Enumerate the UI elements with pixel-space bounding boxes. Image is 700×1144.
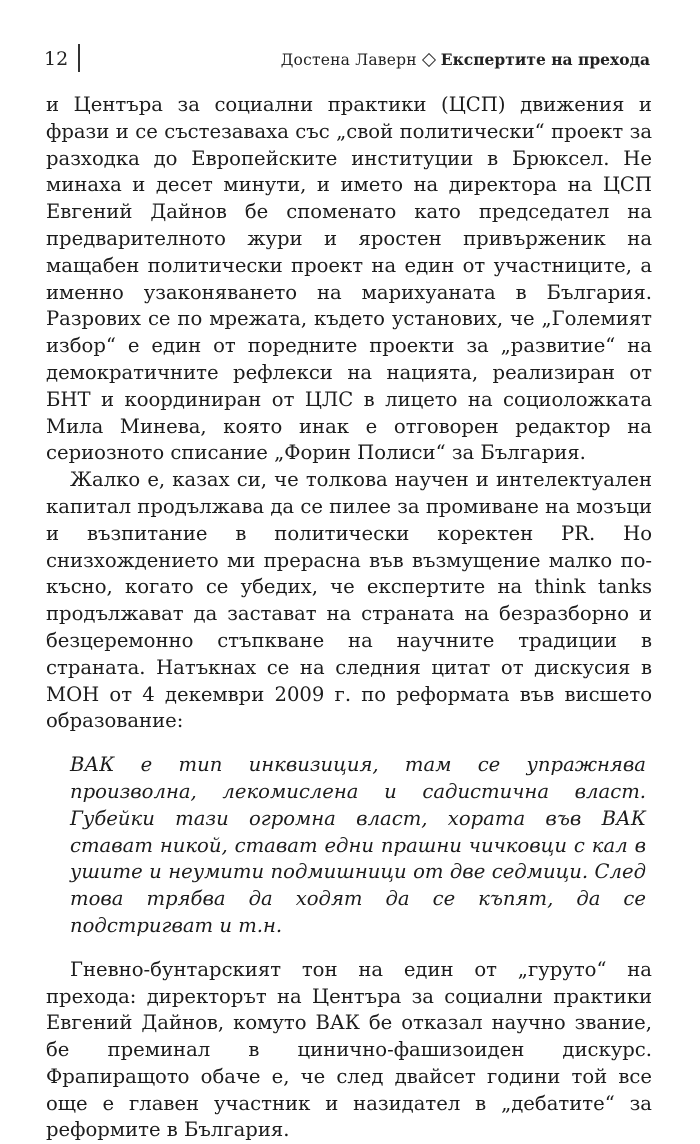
page-number: 12 [44, 48, 69, 70]
book-title: Експертите на прехода [440, 50, 650, 69]
body-text [46, 92, 652, 1144]
paragraph: Жалко е, казах си, че толкова научен и интелектуален капитал продължава да се пилее за промиване на мозъци и възпитание в политически коректен PR. Но снизхождението ми прерасна във възмущение малко по-късно, когато се убедих, че експертите на think tanks продължават да застават на страната на безразборно и безцеремонно стъпкване на научните традиции в страната. Натъкнах се на следния цитат от дискусия в МОН от 4 декември 2009 г. по реформата във висшето образование: [46, 468, 652, 733]
paragraph-continuation: и Центъра за социални практики (ЦСП) движения и фрази и се състезаваха със „свой политически“ проект за разходка до Европейските институции в Брюксел. Не минаха и десет минути, и името на директора на ЦСП Евгений Дайнов бе споменато като председател на предварителното жури и яростен привърженик на мащабен политически проект на един от участниците, а именно узаконяването на марихуаната в България. Разрових се по мрежата, където установих, че „Големият избор“ е един от поредните проекти за „развитие“ на демократичните рефлекси на нацията, реализиран от БНТ и координиран от ЦЛС в лицето на социоложката Мила Минева, която инак е отговорен редактор на сериозното списание „Форин Полиси“ за България. [46, 93, 652, 465]
running-title [281, 50, 650, 70]
block-quote: ВАК е тип инквизиция, там се упражнява произволна, лекомислена и садистична власт. Губейки тази огромна власт, хората във ВАК стават никой, стават едни прашни чичковци с кал в ушите и неумити подмишници от две седмици. След това трябва да ходят да се къпят, да се подстригват и т.н. [70, 753, 646, 937]
diamond-ornament-icon [422, 53, 436, 67]
running-head [44, 42, 650, 72]
author-name: Достена Лаверн [280, 51, 417, 69]
paragraph: Гневно-бунтарският тон на един от „гуруто“ на прехода: директорът на Центъра за социални практики Евгений Дайнов, комуто ВАК бе отказал научно звание, бе преминал в цинично-фашизоиден дискурс. Фрапиращото обаче е, че след двайсет години той все още е главен участник и назидател в „дебатите“ за реформите в България. [46, 957, 652, 1142]
header-divider [78, 44, 80, 72]
